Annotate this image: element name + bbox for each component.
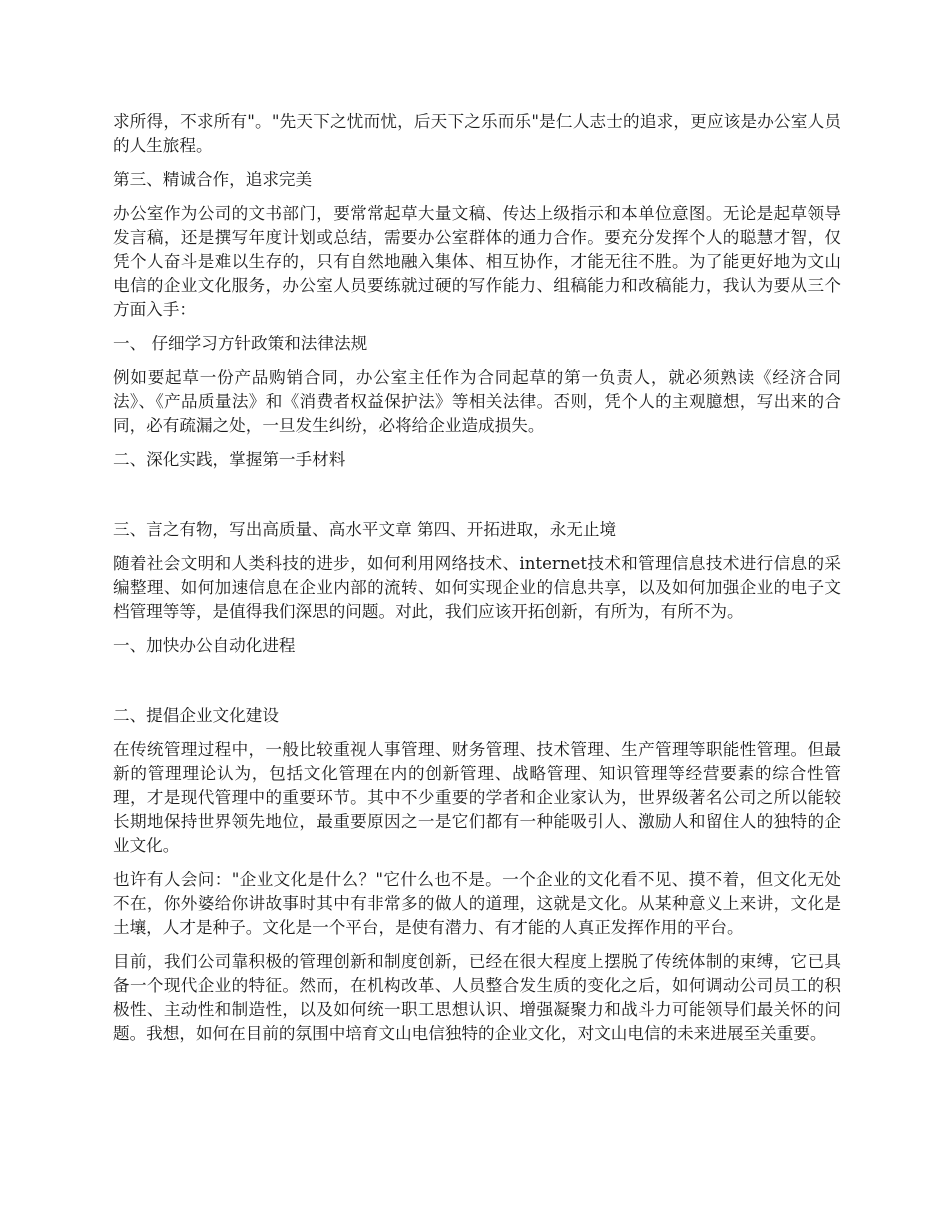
subheading-corporate-culture: 二、提倡企业文化建设 [113, 706, 279, 725]
subheading-practice: 二、深化实践，掌握第一手材料 [113, 450, 346, 469]
paragraph-traditional-management: 在传统管理过程中，一般比较重视人事管理、财务管理、技术管理、生产管理等职能性管理。但最新的管理理论认为，包括文化管理在内的创新管理、战略管理、知识管理等经营要素的综合性管理，才是现代管理中的重要环节。其中不少重要的学者和企业家认为，世界级著名公司之所以能较长期地保持世界领先地位，最重要原因之一是它们都有一种能吸引人、激励人和留住人的独特的企业文化。 [113, 740, 841, 855]
paragraph-what-is-culture: 也许有人会问："企业文化是什么？"它什么也不是。一个企业的文化看不见、摸不着，但文化无处不在，你外婆给你讲故事时其中有非常多的做人的道理，这就是文化。从某种意义上来讲，文化是土壤，人才是种子。文化是一个平台，是使有潜力、有才能的人真正发挥作用的平台。 [113, 870, 841, 937]
subheading-study-policy: 一、 仔细学习方针政策和法律法规 [113, 334, 368, 353]
section-heading-cooperation: 第三、精诚合作，追求完美 [113, 170, 313, 189]
subheading-office-automation: 一、加快办公自动化进程 [113, 636, 296, 655]
paragraph-office-writing: 办公室作为公司的文书部门，要常常起草大量文稿、传达上级指示和本单位意图。无论是起草领导发言稿，还是撰写年度计划或总结，需要办公室群体的通力合作。要充分发挥个人的聪慧才智，仅凭个人奋斗是难以生存的，只有自然地融入集体、相互协作，才能无往不胜。为了能更好地为文山电信的企业文化服务，办公室人员要练就过硬的写作能力、组稿能力和改稿能力，我认为要从三个方面入手： [113, 204, 841, 319]
paragraph-contract-example: 例如要起草一份产品购销合同，办公室主任作为合同起草的第一负责人，就必须熟读《经济合同法》、《产品质量法》和《消费者权益保护法》等相关法律。否则，凭个人的主观臆想，写出来的合同，必有疏漏之处，一旦发生纠纷，必将给企业造成损失。 [113, 368, 841, 435]
paragraph-current-situation: 目前，我们公司靠积极的管理创新和制度创新，已经在很大程度上摆脱了传统体制的束缚，它已具备一个现代企业的特征。然而，在机构改革、人员整合发生质的变化之后，如何调动公司员工的积极性、主动性和制造性，以及如何统一职工思想认识、增强凝聚力和战斗力可能领导们最关怀的问题。我想，如何在目前的氛围中培育文山电信独特的企业文化，对文山电信的未来进展至关重要。 [113, 952, 841, 1043]
paragraph-technology-progress: 随着社会文明和人类科技的进步，如何利用网络技术、internet技术和管理信息技术进行信息的采编整理、如何加速信息在企业内部的流转、如何实现企业的信息共享，以及如何加强企业的电子文档管理等等，是值得我们深思的问题。对此，我们应该开拓创新，有所为，有所不为。 [113, 554, 841, 621]
paragraph-intro-continuation: 求所得，不求所有"。"先天下之忧而忧，后天下之乐而乐"是仁人志士的追求，更应该是办公室人员的人生旅程。 [113, 112, 841, 155]
document-body [113, 110, 841, 1056]
subheading-quality-writing: 三、言之有物，写出高质量、高水平文章 第四、开拓进取，永无止境 [113, 520, 617, 539]
